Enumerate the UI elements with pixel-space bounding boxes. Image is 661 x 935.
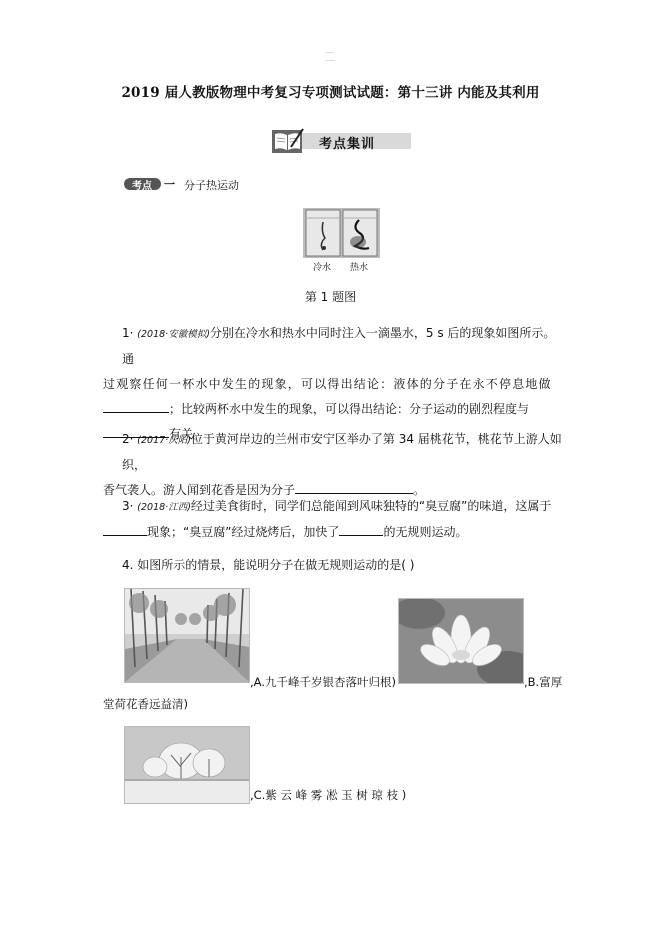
answer-blank[interactable] (339, 524, 383, 536)
question-text: 分别在冷水和热水中同时注入一滴墨水，5 s 后的现象如图所示。通 (122, 326, 556, 366)
figure-1-label-cold: 冷水 (313, 263, 332, 273)
question-text: 位于黄河岸边的兰州市安宁区举办了第 34 届桃花节，桃花节上游人如织， (122, 432, 562, 472)
option-c-image[interactable] (124, 726, 250, 804)
scan-mark (326, 52, 334, 53)
badge-label: 考点 (132, 181, 152, 192)
option-b-image[interactable] (398, 598, 524, 684)
question-text: 如图所示的情景，能说明分子在做无规则运动的是( ) (137, 558, 415, 572)
figure-1-caption: 第 1 题图 (304, 290, 357, 304)
question-number-dot: · (129, 432, 134, 446)
question-text: 香气袭人。游人闻到花香是因为分子 (103, 483, 296, 497)
banner-label: 考点集训 (319, 137, 376, 152)
option-b-label-continued: 堂荷花香远益清) (103, 697, 188, 711)
question-source: (2017·庆阳) (137, 435, 191, 446)
question-number-dot: · (129, 499, 134, 513)
option-a-label: ,A.九千峰千岁银杏落叶归根) (250, 675, 396, 689)
question-text: 。 (413, 483, 426, 497)
question-text: 有关。 (169, 427, 206, 441)
question-4 (103, 553, 563, 578)
page-title: 2019 届人教版物理中考复习专项测试试题：第十三讲 内能及其利用 (121, 85, 540, 101)
question-text: 过观察任何一杯水中发生的现象，可以得出结论：液体的分子在永不停息地做 (103, 377, 552, 391)
question-2 (103, 427, 563, 503)
section-topic: 分子热运动 (184, 179, 239, 192)
question-text: 经过美食街时，同学们总能闻到风味独特的“臭豆腐”的味道，这属于 (190, 499, 552, 513)
section-banner (271, 127, 413, 153)
question-number-dot: . (129, 558, 134, 572)
question-source: (2018·安徽模拟) (137, 329, 210, 340)
option-b-label: ,B.富厚 (524, 675, 563, 689)
answer-blank[interactable] (103, 524, 147, 536)
question-text: 现象；“臭豆腐”经过烧烤后，加快了 (147, 525, 340, 539)
option-a-image[interactable] (124, 588, 250, 683)
figure-1-label-hot: 热水 (350, 263, 369, 273)
figure-1-beakers (303, 208, 380, 258)
question-text: ；比较两杯水中发生的现象，可以得出结论：分子运动的剧烈程度与 (169, 402, 530, 416)
answer-blank[interactable] (103, 401, 169, 413)
question-number: 1 (122, 326, 130, 340)
answer-blank[interactable] (295, 482, 413, 494)
question-number: 2 (122, 432, 130, 446)
question-number-dot: · (129, 326, 134, 340)
question-3 (103, 494, 563, 545)
question-source: (2018·江西) (137, 502, 191, 513)
badge-number: 一 (164, 178, 175, 191)
option-c-label: ,C.紫 云 峰 雾 凇 玉 树 琼 枝 ) (250, 788, 407, 802)
question-number: 3 (122, 499, 130, 513)
scan-mark (325, 60, 335, 61)
question-number: 4 (122, 558, 130, 572)
open-book-pen-icon (271, 127, 305, 155)
question-text: 的无规则运动。 (383, 525, 468, 539)
section-badge (124, 178, 174, 191)
